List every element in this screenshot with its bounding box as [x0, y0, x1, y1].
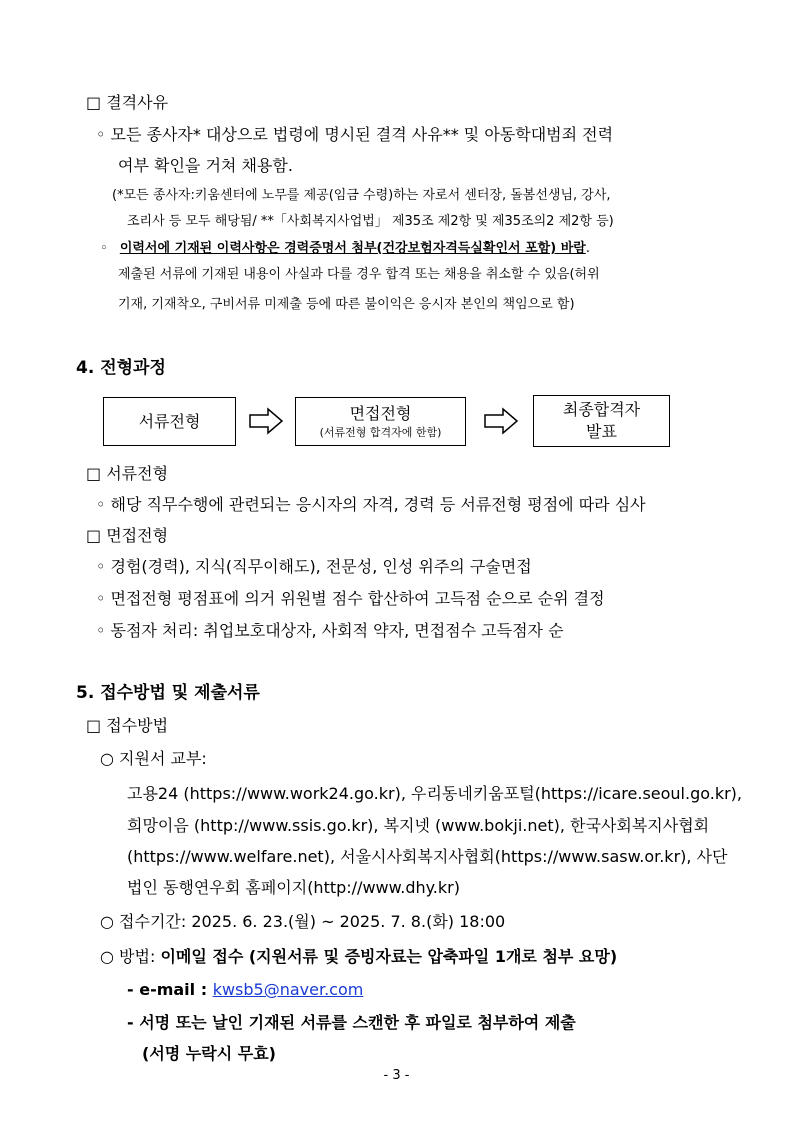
interview-item: ◦ 면접전형 평점표에 의거 위원별 점수 합산하여 고득점 순으로 순위 결정	[96, 589, 605, 608]
application-source-list: 법인 동행연우회 홈페이지(http://www.dhy.kr)	[127, 878, 460, 897]
application-source-list: 희망이음 (http://www.ssis.go.kr), 복지넷 (www.bokji.net), 한국사회복지사협회	[127, 816, 710, 835]
flow-step-interview	[295, 397, 466, 446]
flow-step-final	[533, 395, 670, 447]
flow-step-document	[103, 397, 236, 446]
application-method-value: 이메일 접수 (지원서류 및 증빙자료는 압축파일 1개로 첨부 요망)	[160, 947, 618, 966]
disqualification-heading: □ 결격사유	[86, 93, 169, 112]
section-4-title: 4. 전형과정	[76, 358, 166, 378]
arrow-right-icon	[248, 406, 284, 436]
interview-item: ◦ 경험(경력), 지식(직무이해도), 전문성, 인성 위주의 구술면접	[96, 557, 532, 576]
email-link[interactable]: kwsb5@naver.com	[212, 980, 364, 999]
application-source-list: 고용24 (https://www.work24.go.kr), 우리동네키움포털(https://icare.seoul.go.kr),	[127, 784, 743, 803]
application-form-label: ○ 지원서 교부:	[100, 749, 207, 768]
warning-text-cont: 기재, 기재착오, 구비서류 미제출 등에 따른 불이익은 응시자 본인의 책임으로 함)	[118, 297, 575, 312]
bullet: ◦	[100, 241, 108, 256]
disqualification-item-cont: 여부 확인을 거쳐 채용함.	[118, 156, 293, 175]
resume-notice	[100, 238, 590, 260]
email-line	[127, 979, 363, 1001]
disqualification-item: ◦ 모든 종사자* 대상으로 법령에 명시된 결격 사유** 및 아동학대범죄 전력	[96, 125, 614, 144]
disqualification-note: (*모든 종사자:키움센터에 노무를 제공(임금 수령)하는 자로서 센터장, 돌봄선생님, 강사,	[112, 188, 611, 203]
warning-text: 제출된 서류에 기재된 내용이 사실과 다를 경우 합격 또는 채용을 취소할 수 있음(허위	[118, 267, 600, 282]
interview-item: ◦ 동점자 처리: 취업보호대상자, 사회적 약자, 면접점수 고득점자 순	[96, 621, 564, 640]
application-period	[100, 911, 505, 933]
signature-notice-cont: (서명 누락시 무효)	[142, 1044, 276, 1063]
application-method	[100, 946, 617, 968]
document-screening-heading: □ 서류전형	[86, 464, 169, 483]
flow-step-label: 서류전형	[138, 411, 201, 431]
section-5-title: 5. 접수방법 및 제출서류	[76, 683, 260, 703]
document-screening-item: ◦ 해당 직무수행에 관련되는 응시자의 자격, 경력 등 서류전형 평점에 따라 심사	[96, 495, 646, 514]
application-period-value: 2025. 6. 23.(월) ~ 2025. 7. 8.(화) 18:00	[191, 912, 506, 931]
interview-heading: □ 면접전형	[86, 526, 169, 545]
application-method-label: ○ 방법:	[100, 947, 161, 966]
disqualification-note-cont: 조리사 등 모두 해당됨/ **「사회복지사업법」 제35조 제2항 및 제35조의2 제2항 등)	[127, 214, 614, 229]
flow-step-label: 면접전형	[349, 403, 412, 423]
flow-step-note: (서류전형 합격자에 한함)	[319, 425, 442, 439]
flow-step-label: 최종합격자	[562, 400, 641, 419]
application-period-label: ○ 접수기간:	[100, 912, 192, 931]
flow-step-label: 발표	[586, 422, 617, 441]
signature-notice: - 서명 또는 날인 기재된 서류를 스캔한 후 파일로 첨부하여 제출	[127, 1013, 576, 1032]
arrow-right-icon	[483, 406, 519, 436]
application-source-list: (https://www.welfare.net), 서울시사회복지사협회(https://www.sasw.or.kr), 사단	[127, 847, 728, 866]
application-method-heading: □ 접수방법	[86, 716, 169, 735]
email-label: - e-mail :	[127, 980, 213, 999]
period: .	[585, 241, 590, 256]
page-number: - 3 -	[383, 1068, 410, 1083]
resume-notice-text: 이력서에 기재된 이력사항은 경력증명서 첨부(건강보험자격득실확인서 포함) 바람	[119, 241, 586, 256]
